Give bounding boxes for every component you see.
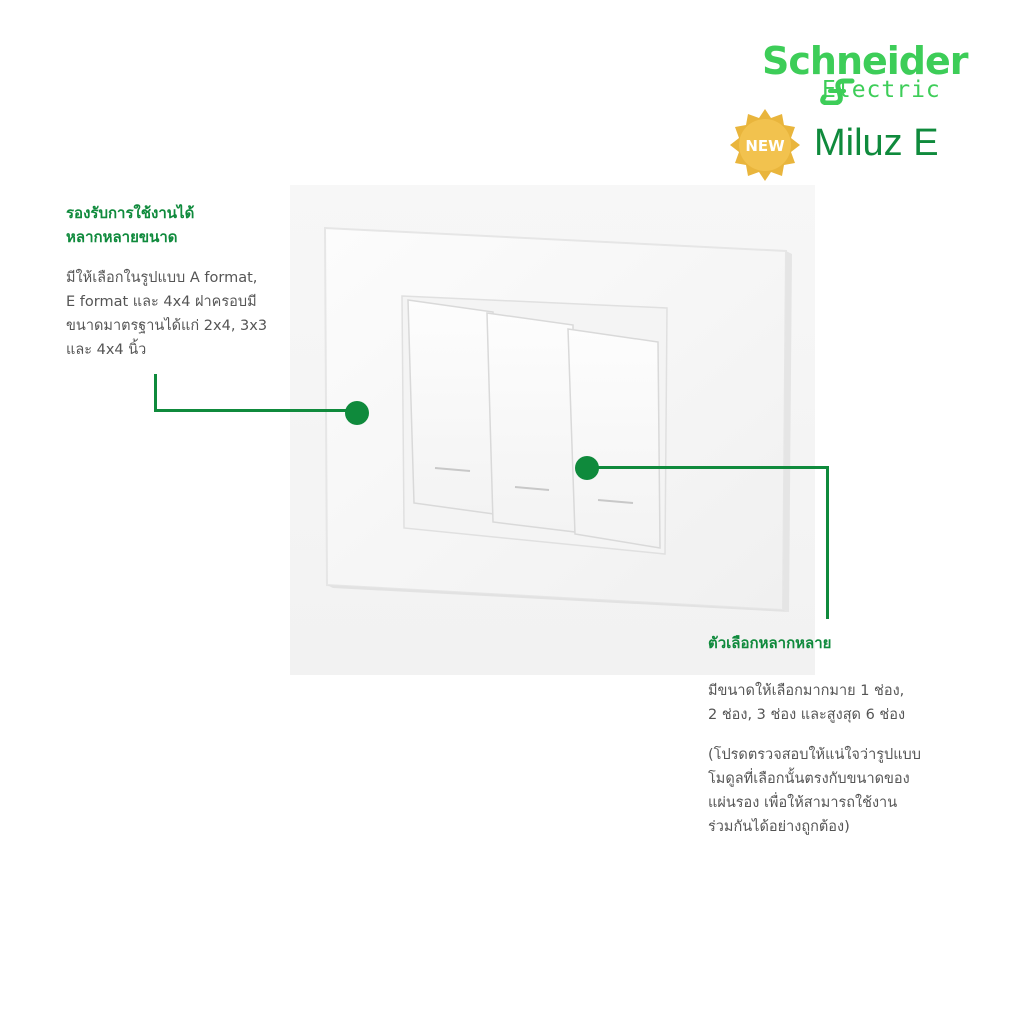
callout-right-note-line4: ร่วมกันได้อย่างถูกต้อง) [708, 819, 850, 835]
callout-right-body-line1: มีขนาดให้เลือกมากมาย 1 ช่อง, [708, 683, 905, 699]
callout-right-note-line1: (โปรดตรวจสอบให้แน่ใจว่ารูปแบบ [708, 747, 921, 763]
callout-left-title-line1: รองรับการใช้งานได้ [66, 204, 195, 222]
callout-left-body-line4: และ 4x4 นิ้ว [66, 342, 147, 358]
callout-left-title-line2: หลากหลายขนาด [66, 228, 178, 246]
brand-name: Schneider [762, 39, 968, 83]
badge-label: NEW [745, 137, 785, 155]
switch-key-2 [487, 313, 575, 532]
brand-subname: Electric [822, 77, 941, 103]
switch-key-1 [408, 300, 494, 514]
product-name: Miluz E [814, 122, 939, 164]
callout-left-marker [345, 401, 369, 425]
callout-right-connector-vertical [826, 466, 829, 619]
callout-left-connector-horizontal [154, 409, 354, 412]
callout-right-note-line3: แผ่นรอง เพื่อให้สามารถใช้งาน [708, 795, 898, 811]
callout-left-body-line1: มีให้เลือกในรูปแบบ A format, [66, 270, 258, 286]
switch-key-3 [568, 329, 660, 548]
callout-left-body-line2: E format และ 4x4 ฝาครอบมี [66, 294, 257, 310]
callout-right-title: ตัวเลือกหลากหลาย [708, 634, 832, 652]
callout-left-body-line3: ขนาดมาตรฐานได้แก่ 2x4, 3x3 [66, 318, 268, 334]
callout-right-connector-horizontal [590, 466, 829, 469]
callout-right-body-line2: 2 ช่อง, 3 ช่อง และสูงสุด 6 ช่อง [708, 707, 906, 723]
callout-right-note-line2: โมดูลที่เลือกนั้นตรงกับขนาดของ [708, 771, 910, 787]
callout-left-connector-vertical [154, 374, 157, 412]
